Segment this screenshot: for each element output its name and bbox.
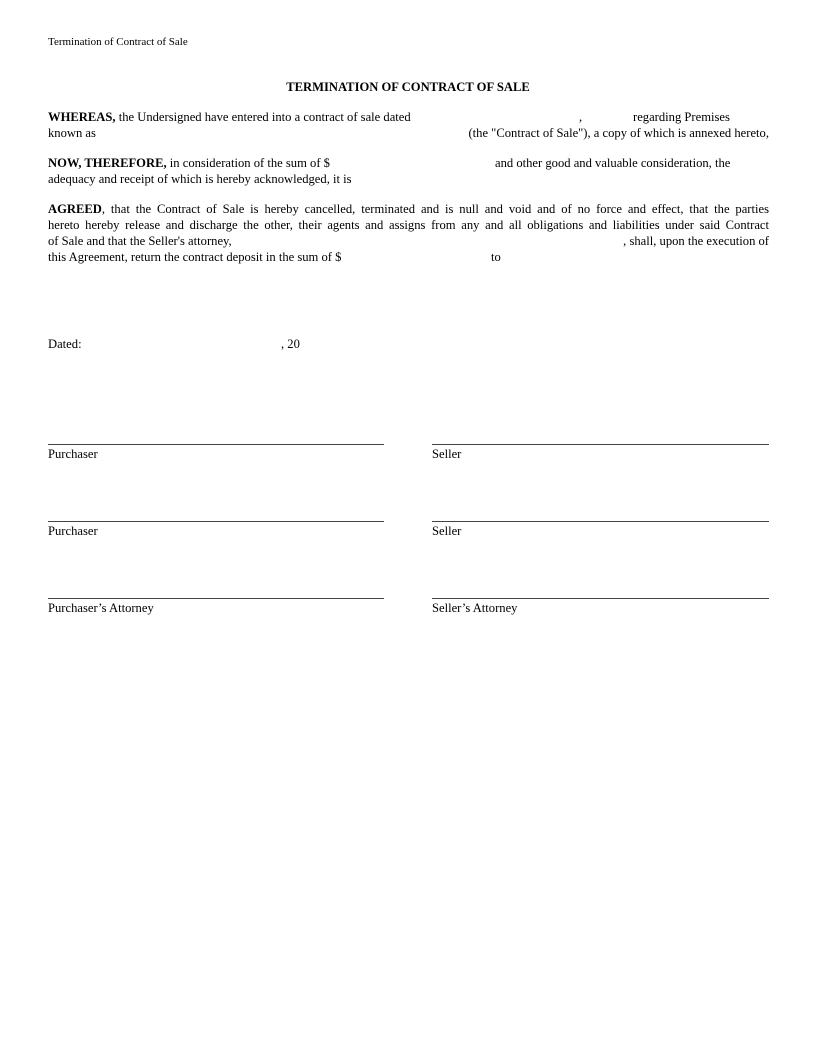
other-consideration: and other good and valuable consideration, the (495, 156, 731, 170)
agreed-text-1: , that the Contract of Sale is hereby cancelled, terminated and is null and void and of no force and effect, that the parties (101, 202, 769, 216)
signature-line (48, 444, 384, 445)
agreed-line-2: hereto hereby release and discharge the other, their agents and assigns from any and all obligations and liabilities under said Contract (48, 218, 769, 232)
seller-label: Seller (432, 447, 462, 461)
agreed-line-1 (48, 201, 769, 217)
now-therefore-line-1 (48, 155, 330, 171)
contract-of-sale-definition: (the "Contract of Sale"), a copy of which is annexed hereto, (468, 126, 769, 140)
signature-line (432, 598, 769, 599)
regarding-premises: regarding Premises (633, 110, 730, 124)
now-therefore-lead: NOW, THEREFORE, (48, 156, 167, 170)
agreed-lead: AGREED (48, 202, 102, 216)
whereas-line-1 (48, 109, 411, 125)
dated-label: Dated: (48, 337, 82, 351)
agreed-line-3b: , shall, upon the execution of (623, 234, 769, 248)
dated-year: , 20 (281, 337, 300, 351)
acknowledgement: adequacy and receipt of which is hereby acknowledged, it is (48, 172, 352, 186)
signature-line (48, 598, 384, 599)
purchaser-label: Purchaser (48, 447, 98, 461)
purchaser-label: Purchaser (48, 524, 98, 538)
purchaser-attorney-label: Purchaser’s Attorney (48, 601, 154, 615)
signature-line (432, 444, 769, 445)
known-as: known as (48, 126, 96, 140)
document-title: TERMINATION OF CONTRACT OF SALE (286, 80, 530, 94)
consideration-text: in consideration of the sum of $ (169, 156, 330, 170)
date-comma: , (579, 110, 583, 124)
agreed-line-4a: this Agreement, return the contract deposit in the sum of $ (48, 250, 342, 264)
whereas-lead: WHEREAS, (48, 110, 116, 124)
signature-line (432, 521, 769, 522)
agreed-line-4b: to (491, 250, 501, 264)
seller-attorney-label: Seller’s Attorney (432, 601, 518, 615)
agreed-line-3a: of Sale and that the Seller's attorney, (48, 234, 232, 248)
seller-label: Seller (432, 524, 462, 538)
running-header: Termination of Contract of Sale (48, 36, 188, 48)
whereas-text: the Undersigned have entered into a contract of sale dated (118, 110, 411, 124)
signature-line (48, 521, 384, 522)
